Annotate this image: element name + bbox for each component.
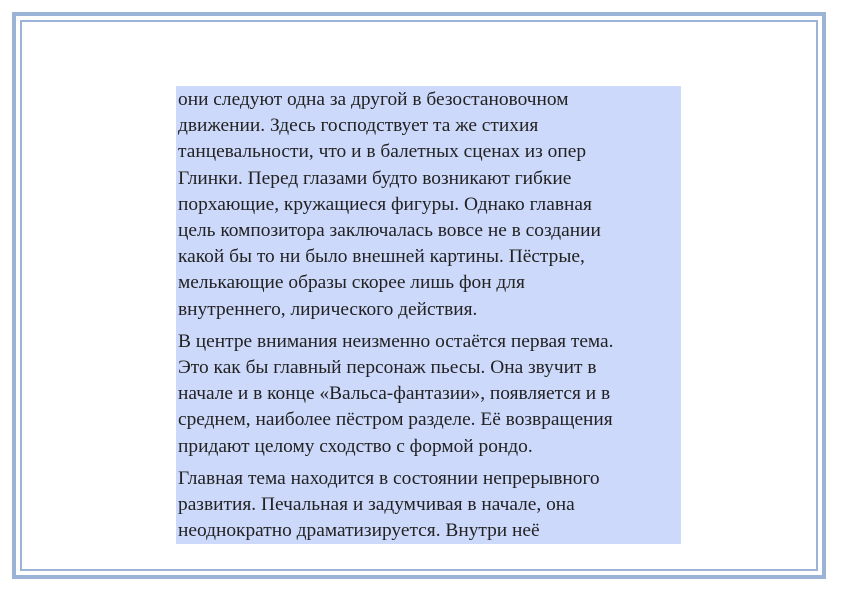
paragraph-2: В центре внимания неизменно остаётся первая тема. Это как бы главный персонаж пьесы. Она звучит в начале и в конце «Вальса-фантазии», появляется и в среднем, наиболее пёстром разделе. Её возвращения придают целому сходство с формой рондо. [178,330,614,457]
paragraph-1: они следуют одна за другой в безостановочном движении. Здесь господствует та же стихия танцевальности, что и в балетных сценах из опер Глинки. Перед глазами будто возникают гибкие порхающие, кружащиеся фигуры. Однако главная цель композитора заключалась вовсе не в создании какой бы то ни было внешней картины. Пёстрые, мелькающие образы скорее лишь фон для внутреннего, лирического действия. [178,89,601,320]
paragraph-3: Главная тема находится в состоянии непрерывного развития. Печальная и задумчивая в начале, она неоднократно драматизируется. Внутри неё [178,467,600,542]
text-box [176,86,681,544]
